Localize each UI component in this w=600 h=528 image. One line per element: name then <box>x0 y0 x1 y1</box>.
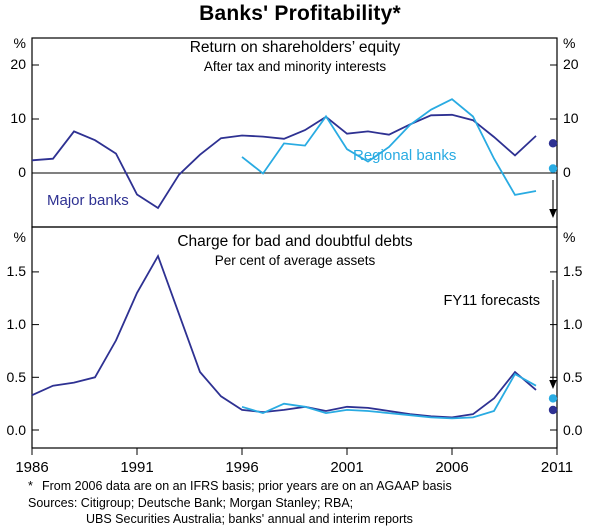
xtick-1991: 1991 <box>120 459 154 476</box>
series-major-banks-bdd <box>32 256 536 417</box>
roe-unit-left: % <box>13 35 26 51</box>
footnote-star: * <box>28 479 33 493</box>
footnotes <box>28 478 588 528</box>
panel-roe-subtitle: After tax and minority interests <box>203 59 387 74</box>
roe-ticks <box>32 65 557 173</box>
forecast-annotation-label: FY11 forecasts <box>443 293 540 309</box>
chart-plot-area <box>0 30 600 480</box>
bdd-ytick-05: 0.5 <box>6 369 26 385</box>
panel-roe-title: Return on shareholders’ equity <box>189 39 401 56</box>
xtick-1986: 1986 <box>15 459 49 476</box>
label-major-banks: Major banks <box>47 192 129 209</box>
footnote-text-3: UBS Securities Australia; banks' annual and interim reports <box>86 512 413 526</box>
footnote-line-3 <box>28 511 588 528</box>
bdd-ytick-right-05: 0.5 <box>563 369 583 385</box>
panel-roe-content <box>10 35 578 209</box>
bdd-ytick-right-00: 0.0 <box>563 422 583 438</box>
bdd-ytick-10: 1.0 <box>6 316 26 332</box>
roe-ytick-0: 0 <box>18 164 26 180</box>
footnote-text-2: Sources: Citigroup; Deutsche Bank; Morgan Stanley; RBA; <box>28 495 354 510</box>
panel-bdd-content <box>7 180 583 438</box>
roe-ytick-20: 20 <box>10 56 26 72</box>
bdd-ytick-right-15: 1.5 <box>563 263 583 279</box>
bdd-ytick-00: 0.0 <box>6 422 26 438</box>
footnote-line-1 <box>28 478 588 495</box>
bdd-unit-right: % <box>563 229 576 245</box>
roe-ytick-right-0: 0 <box>563 164 571 180</box>
label-regional-banks: Regional banks <box>353 147 457 164</box>
bdd-ytick-15: 1.5 <box>6 263 26 279</box>
forecast-marker-major-roe <box>549 139 557 147</box>
panel-bdd-subtitle: Per cent of average assets <box>214 253 376 268</box>
footnote-line-2 <box>28 495 588 512</box>
xtick-2006: 2006 <box>435 459 469 476</box>
xtick-2011: 2011 <box>540 459 574 476</box>
roe-ytick-right-20: 20 <box>563 56 579 72</box>
forecast-marker-major-bdd <box>549 406 557 414</box>
panel-bdd-title: Charge for bad and doubtful debts <box>177 233 413 250</box>
roe-ytick-right-10: 10 <box>563 110 579 126</box>
chart-title: Banks' Profitability* <box>199 2 401 25</box>
bdd-ytick-right-10: 1.0 <box>563 316 583 332</box>
x-axis <box>15 448 573 476</box>
bdd-unit-left: % <box>13 229 26 245</box>
forecast-marker-regional-roe <box>549 164 557 172</box>
forecast-annotation <box>444 180 557 389</box>
xtick-1996: 1996 <box>225 459 259 476</box>
forecast-marker-regional-bdd <box>549 394 557 402</box>
roe-ytick-10: 10 <box>10 110 26 126</box>
xtick-2001: 2001 <box>330 459 364 476</box>
roe-unit-right: % <box>563 35 576 51</box>
footnote-text-1: From 2006 data are on an IFRS basis; prior years are on an AGAAP basis <box>42 479 452 493</box>
